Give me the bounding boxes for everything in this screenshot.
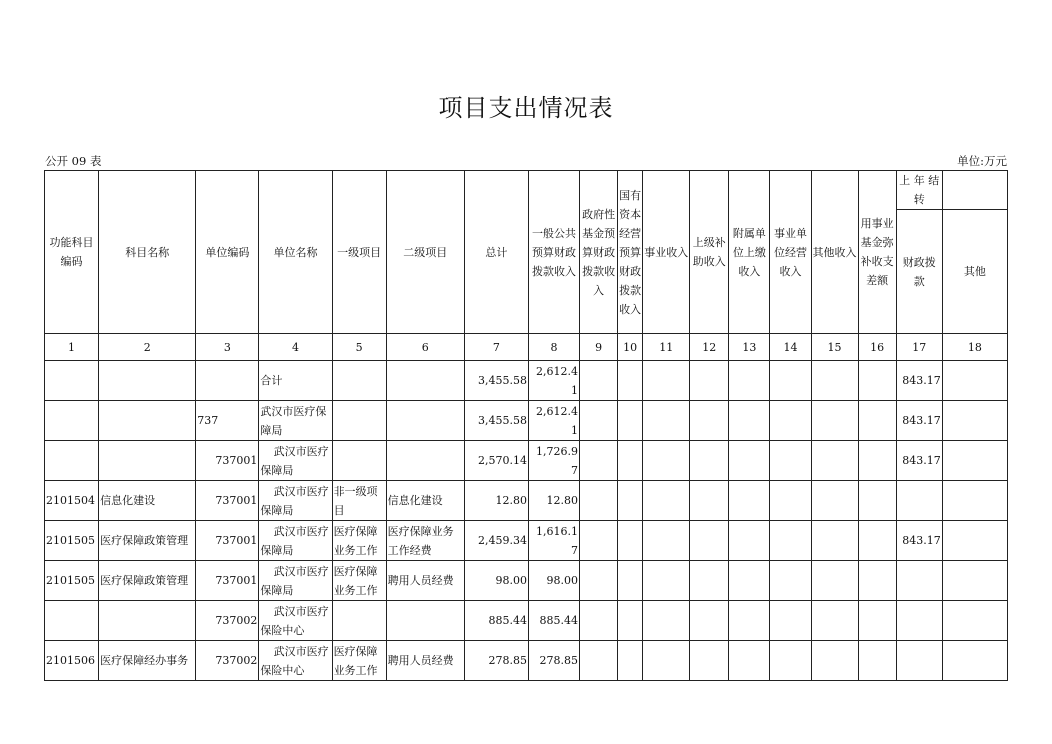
- unit-code-cell: 737002: [196, 641, 259, 681]
- fund-offset-cell: [858, 481, 896, 521]
- project-expenditure-table: [44, 170, 1008, 681]
- affiliated-income-cell: [729, 481, 770, 521]
- unit-name-cell: 武汉市医疗保险中心: [259, 641, 332, 681]
- carryover-fiscal-cell: 843.17: [896, 401, 942, 441]
- business-income-cell: [643, 481, 690, 521]
- general-budget-cell: 885.44: [528, 601, 579, 641]
- table-row: [45, 401, 1008, 441]
- table-row: [45, 601, 1008, 641]
- superior-subsidy-cell: [690, 441, 729, 481]
- unit-name-cell: 武汉市医疗保障局: [259, 521, 332, 561]
- column-number-cell: 2: [99, 334, 196, 361]
- unit-name-cell: 武汉市医疗保障局: [259, 441, 332, 481]
- state-capital-cell: [618, 641, 643, 681]
- affiliated-income-cell: [729, 441, 770, 481]
- carryover-other-cell: [942, 401, 1007, 441]
- general-budget-cell: 1,726.97: [528, 441, 579, 481]
- unit-name-cell: 武汉市医疗保障局: [259, 561, 332, 601]
- level1-project-cell: [332, 401, 386, 441]
- affiliated-income-cell: [729, 401, 770, 441]
- column-number-cell: 6: [386, 334, 464, 361]
- header-cell: 上级补助收入: [690, 171, 729, 334]
- column-number-cell: 15: [811, 334, 858, 361]
- total-cell: 98.00: [464, 561, 528, 601]
- operating-income-cell: [770, 401, 811, 441]
- column-number-cell: 5: [332, 334, 386, 361]
- header-cell: 其他: [942, 210, 1007, 334]
- affiliated-income-cell: [729, 521, 770, 561]
- other-income-cell: [811, 601, 858, 641]
- business-income-cell: [643, 401, 690, 441]
- carryover-other-cell: [942, 561, 1007, 601]
- carryover-other-cell: [942, 361, 1007, 401]
- unit-code-cell: 737: [196, 401, 259, 441]
- superior-subsidy-cell: [690, 481, 729, 521]
- subject-name-cell: [99, 601, 196, 641]
- carryover-other-cell: [942, 601, 1007, 641]
- general-budget-cell: 2,612.41: [528, 401, 579, 441]
- operating-income-cell: [770, 641, 811, 681]
- superior-subsidy-cell: [690, 401, 729, 441]
- affiliated-income-cell: [729, 361, 770, 401]
- header-group-cell: 上 年 结 转: [896, 171, 942, 210]
- fund-budget-cell: [580, 441, 618, 481]
- column-number-cell: 16: [858, 334, 896, 361]
- unit-code-cell: 737001: [196, 561, 259, 601]
- operating-income-cell: [770, 361, 811, 401]
- header-cell: 国有资本经营预算财政拨款收入: [618, 171, 643, 334]
- level1-project-cell: 非一级项目: [332, 481, 386, 521]
- fund-budget-cell: [580, 521, 618, 561]
- carryover-fiscal-cell: [896, 641, 942, 681]
- header-cell: 财政拨款: [896, 210, 942, 334]
- subject-name-cell: [99, 361, 196, 401]
- state-capital-cell: [618, 561, 643, 601]
- level2-project-cell: 医疗保障业务工作经费: [386, 521, 464, 561]
- state-capital-cell: [618, 481, 643, 521]
- level2-project-cell: [386, 441, 464, 481]
- business-income-cell: [643, 361, 690, 401]
- level1-project-cell: [332, 361, 386, 401]
- header-cell: 一级项目: [332, 171, 386, 334]
- unit-code-cell: [196, 361, 259, 401]
- fund-budget-cell: [580, 361, 618, 401]
- level2-project-cell: [386, 401, 464, 441]
- operating-income-cell: [770, 521, 811, 561]
- state-capital-cell: [618, 441, 643, 481]
- header-cell: 附属单位上缴收入: [729, 171, 770, 334]
- table-row: [45, 521, 1008, 561]
- column-number-cell: 1: [45, 334, 99, 361]
- header-cell: 总计: [464, 171, 528, 334]
- unit-code-cell: 737002: [196, 601, 259, 641]
- business-income-cell: [643, 641, 690, 681]
- function-code-cell: 2101506: [45, 641, 99, 681]
- fund-offset-cell: [858, 361, 896, 401]
- affiliated-income-cell: [729, 601, 770, 641]
- business-income-cell: [643, 561, 690, 601]
- subject-name-cell: [99, 441, 196, 481]
- header-cell: 其他收入: [811, 171, 858, 334]
- carryover-fiscal-cell: 843.17: [896, 361, 942, 401]
- fund-budget-cell: [580, 601, 618, 641]
- header-cell: 二级项目: [386, 171, 464, 334]
- table-row: [45, 441, 1008, 481]
- header-group-blank: [942, 171, 1007, 210]
- general-budget-cell: 278.85: [528, 641, 579, 681]
- unit-code-cell: 737001: [196, 521, 259, 561]
- column-number-cell: 10: [618, 334, 643, 361]
- superior-subsidy-cell: [690, 521, 729, 561]
- other-income-cell: [811, 401, 858, 441]
- column-number-cell: 12: [690, 334, 729, 361]
- fund-budget-cell: [580, 401, 618, 441]
- carryover-fiscal-cell: [896, 561, 942, 601]
- affiliated-income-cell: [729, 641, 770, 681]
- fund-offset-cell: [858, 441, 896, 481]
- level1-project-cell: 医疗保障业务工作: [332, 521, 386, 561]
- fund-budget-cell: [580, 561, 618, 601]
- column-number-row: [45, 334, 1008, 361]
- header-cell: 事业单位经营收入: [770, 171, 811, 334]
- carryover-fiscal-cell: 843.17: [896, 441, 942, 481]
- fund-offset-cell: [858, 401, 896, 441]
- unit-name-cell: 武汉市医疗保障局: [259, 401, 332, 441]
- column-number-cell: 7: [464, 334, 528, 361]
- function-code-cell: [45, 401, 99, 441]
- state-capital-cell: [618, 361, 643, 401]
- header-cell: 单位编码: [196, 171, 259, 334]
- carryover-other-cell: [942, 641, 1007, 681]
- table-row: [45, 361, 1008, 401]
- carryover-other-cell: [942, 441, 1007, 481]
- superior-subsidy-cell: [690, 601, 729, 641]
- table-row: [45, 561, 1008, 601]
- general-budget-cell: 2,612.41: [528, 361, 579, 401]
- column-number-cell: 4: [259, 334, 332, 361]
- general-budget-cell: 1,616.17: [528, 521, 579, 561]
- total-cell: 3,455.58: [464, 361, 528, 401]
- subject-name-cell: 医疗保障政策管理: [99, 521, 196, 561]
- total-cell: 3,455.58: [464, 401, 528, 441]
- fund-offset-cell: [858, 601, 896, 641]
- function-code-cell: [45, 361, 99, 401]
- superior-subsidy-cell: [690, 361, 729, 401]
- fund-budget-cell: [580, 641, 618, 681]
- affiliated-income-cell: [729, 561, 770, 601]
- business-income-cell: [643, 521, 690, 561]
- unit-code-cell: 737001: [196, 481, 259, 521]
- level2-project-cell: 聘用人员经费: [386, 561, 464, 601]
- business-income-cell: [643, 441, 690, 481]
- state-capital-cell: [618, 401, 643, 441]
- operating-income-cell: [770, 441, 811, 481]
- level1-project-cell: 医疗保障业务工作: [332, 561, 386, 601]
- header-cell: 一般公共预算财政拨款收入: [528, 171, 579, 334]
- other-income-cell: [811, 521, 858, 561]
- level1-project-cell: 医疗保障业务工作: [332, 641, 386, 681]
- general-budget-cell: 12.80: [528, 481, 579, 521]
- total-cell: 278.85: [464, 641, 528, 681]
- table-row: [45, 641, 1008, 681]
- column-number-cell: 18: [942, 334, 1007, 361]
- column-number-cell: 17: [896, 334, 942, 361]
- other-income-cell: [811, 361, 858, 401]
- other-income-cell: [811, 441, 858, 481]
- operating-income-cell: [770, 561, 811, 601]
- carryover-fiscal-cell: 843.17: [896, 521, 942, 561]
- subject-name-cell: 信息化建设: [99, 481, 196, 521]
- column-number-cell: 9: [580, 334, 618, 361]
- unit-label: 单位:万元: [957, 154, 1007, 168]
- level2-project-cell: [386, 361, 464, 401]
- general-budget-cell: 98.00: [528, 561, 579, 601]
- other-income-cell: [811, 561, 858, 601]
- function-code-cell: 2101505: [45, 561, 99, 601]
- other-income-cell: [811, 481, 858, 521]
- header-cell: 功能科目编码: [45, 171, 99, 334]
- level1-project-cell: [332, 441, 386, 481]
- fund-offset-cell: [858, 521, 896, 561]
- table-row: [45, 481, 1008, 521]
- state-capital-cell: [618, 521, 643, 561]
- carryover-fiscal-cell: [896, 601, 942, 641]
- business-income-cell: [643, 601, 690, 641]
- column-number-cell: 3: [196, 334, 259, 361]
- unit-name-cell: 武汉市医疗保险中心: [259, 601, 332, 641]
- fund-budget-cell: [580, 481, 618, 521]
- header-cell: 政府性基金预算财政拨款收入: [580, 171, 618, 334]
- subject-name-cell: [99, 401, 196, 441]
- carryover-fiscal-cell: [896, 481, 942, 521]
- page-title: 项目支出情况表: [438, 94, 614, 122]
- state-capital-cell: [618, 601, 643, 641]
- other-income-cell: [811, 641, 858, 681]
- superior-subsidy-cell: [690, 561, 729, 601]
- function-code-cell: 2101505: [45, 521, 99, 561]
- column-number-cell: 11: [643, 334, 690, 361]
- total-cell: 2,570.14: [464, 441, 528, 481]
- unit-code-cell: 737001: [196, 441, 259, 481]
- header-cell: 科目名称: [99, 171, 196, 334]
- level2-project-cell: 信息化建设: [386, 481, 464, 521]
- total-cell: 2,459.34: [464, 521, 528, 561]
- level1-project-cell: [332, 601, 386, 641]
- function-code-cell: [45, 601, 99, 641]
- unit-name-cell: 武汉市医疗保障局: [259, 481, 332, 521]
- unit-name-cell: 合计: [259, 361, 332, 401]
- header-row: [45, 171, 1008, 210]
- column-number-cell: 13: [729, 334, 770, 361]
- fund-offset-cell: [858, 561, 896, 601]
- operating-income-cell: [770, 481, 811, 521]
- column-number-cell: 8: [528, 334, 579, 361]
- column-number-cell: 14: [770, 334, 811, 361]
- carryover-other-cell: [942, 481, 1007, 521]
- header-cell: 事业收入: [643, 171, 690, 334]
- function-code-cell: [45, 441, 99, 481]
- total-cell: 12.80: [464, 481, 528, 521]
- subject-name-cell: 医疗保障政策管理: [99, 561, 196, 601]
- carryover-other-cell: [942, 521, 1007, 561]
- form-number: 公开 09 表: [45, 154, 102, 168]
- total-cell: 885.44: [464, 601, 528, 641]
- function-code-cell: 2101504: [45, 481, 99, 521]
- subject-name-cell: 医疗保障经办事务: [99, 641, 196, 681]
- level2-project-cell: 聘用人员经费: [386, 641, 464, 681]
- header-cell: 单位名称: [259, 171, 332, 334]
- superior-subsidy-cell: [690, 641, 729, 681]
- header-cell: 用事业基金弥补收支差额: [858, 171, 896, 334]
- operating-income-cell: [770, 601, 811, 641]
- level2-project-cell: [386, 601, 464, 641]
- fund-offset-cell: [858, 641, 896, 681]
